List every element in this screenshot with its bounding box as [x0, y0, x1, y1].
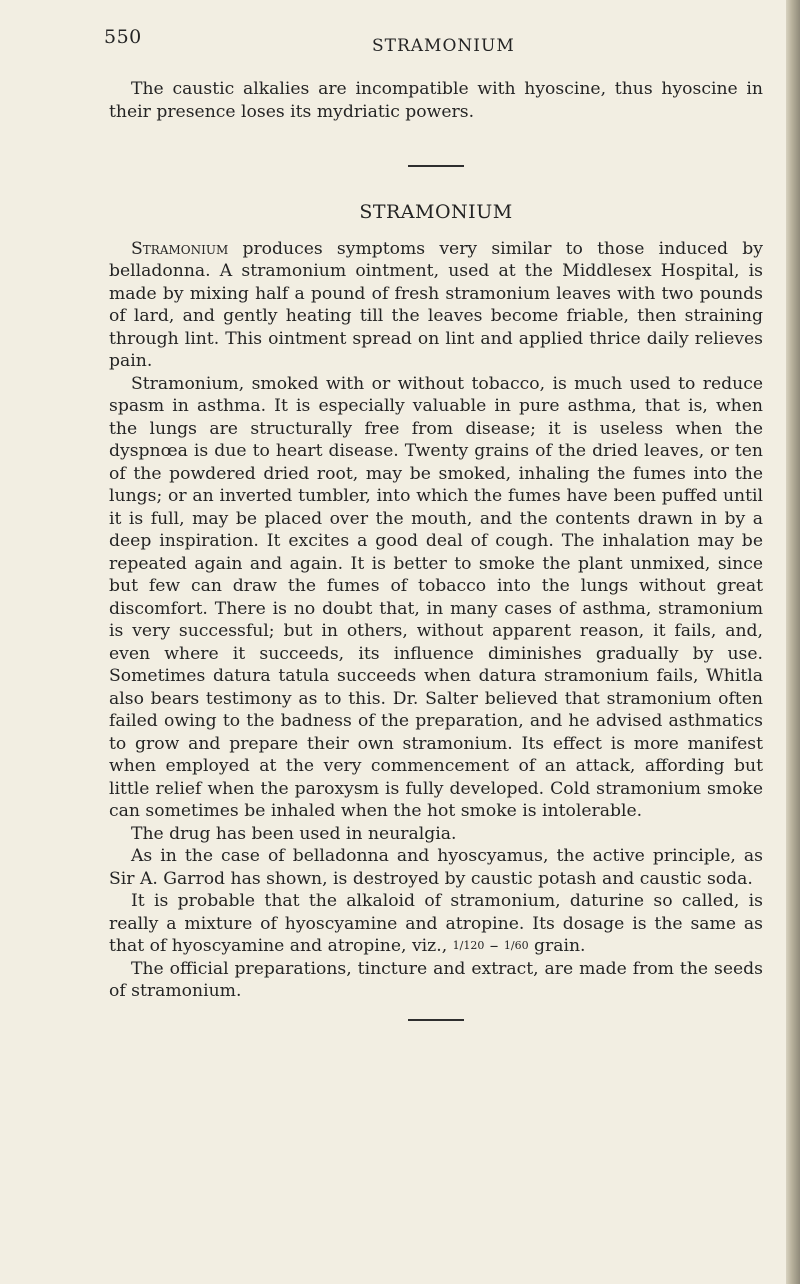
paragraph-5	[109, 890, 763, 958]
body-text	[109, 78, 763, 1021]
paragraph-1	[109, 238, 763, 373]
paragraph-1-text: produces symptoms very similar to those induced by belladonna. A stramonium ointment, used at the Middlesex Hospital, is made by mixing half a pound of fresh stramonium leaves with two pounds of lard, and gently heating till the leaves become friable, then straining through lint. This ointment spread on lint and applied thrice daily relieves pain.	[109, 238, 763, 371]
dose-fraction-high: 1/60	[503, 939, 529, 952]
dose-dash: –	[484, 936, 504, 956]
running-title: STRAMONIUM	[372, 36, 515, 56]
paragraph-2: Stramonium, smoked with or without tobacco, is much used to reduce spasm in asthma. It is especially valuable in pure asthma, that is, when the lungs are structurally free from disease; it is useless when the dyspnœa is due to heart disease. Twenty grains of the dried leaves, or ten of the powdered dried root, may be smoked, inhaling the fumes into the lungs; or an inverted tumbler, into which the fumes have been puffed until it is full, may be placed over the mouth, and the contents drawn in by a deep inspiration. It excites a good deal of cough. The inhalation may be repeated again and again. It is better to smoke the plant unmixed, since but few can draw the fumes of tobacco into the lungs without great discomfort. There is no doubt that, in many cases of asthma, stramonium is very successful; but in others, without apparent reason, it fails, and, even where it succeeds, its influence diminishes gradually by use. Sometimes datura tatula succeeds when datura stramonium fails, Whitla also bears testimony as to this. Dr. Salter believed that stramonium often failed owing to the badness of the preparation, and he advised asthmatics to grow and prepare their own stramonium. Its effect is more manifest when employed at the very commencement of an attack, affording but little relief when the paroxysm is fully developed. Cold stramonium smoke can sometimes be inhaled when the hot smoke is intolerable.	[109, 373, 763, 821]
running-head	[0, 26, 786, 56]
section-title: STRAMONIUM	[359, 201, 513, 223]
page-edge	[786, 0, 800, 1284]
paragraph-1-lead: Stramonium	[131, 238, 229, 259]
page-number: 550	[104, 26, 142, 48]
paragraph-6: The official preparations, tincture and extract, are made from the seeds of stramonium.	[109, 958, 763, 1001]
paragraph-3: The drug has been used in neuralgia.	[131, 823, 457, 844]
dose-fraction-low: 1/120	[452, 939, 485, 952]
section-divider	[408, 165, 464, 167]
dose-unit: grain.	[528, 936, 586, 956]
intro-paragraph: The caustic alkalies are incompatible with hyoscine, thus hyoscine in their presence loses its mydriatic powers.	[109, 79, 763, 122]
paragraph-5-text: It is probable that the alkaloid of stramonium, daturine so called, is really a mixture of hyoscyamine and atropine. Its dosage is the same as that of hyoscyamine and atropine, viz.,	[109, 891, 763, 956]
end-divider	[408, 1019, 464, 1021]
paragraph-4: As in the case of belladonna and hyoscyamus, the active principle, as Sir A. Garrod has shown, is destroyed by caustic potash and caustic soda.	[109, 846, 763, 889]
